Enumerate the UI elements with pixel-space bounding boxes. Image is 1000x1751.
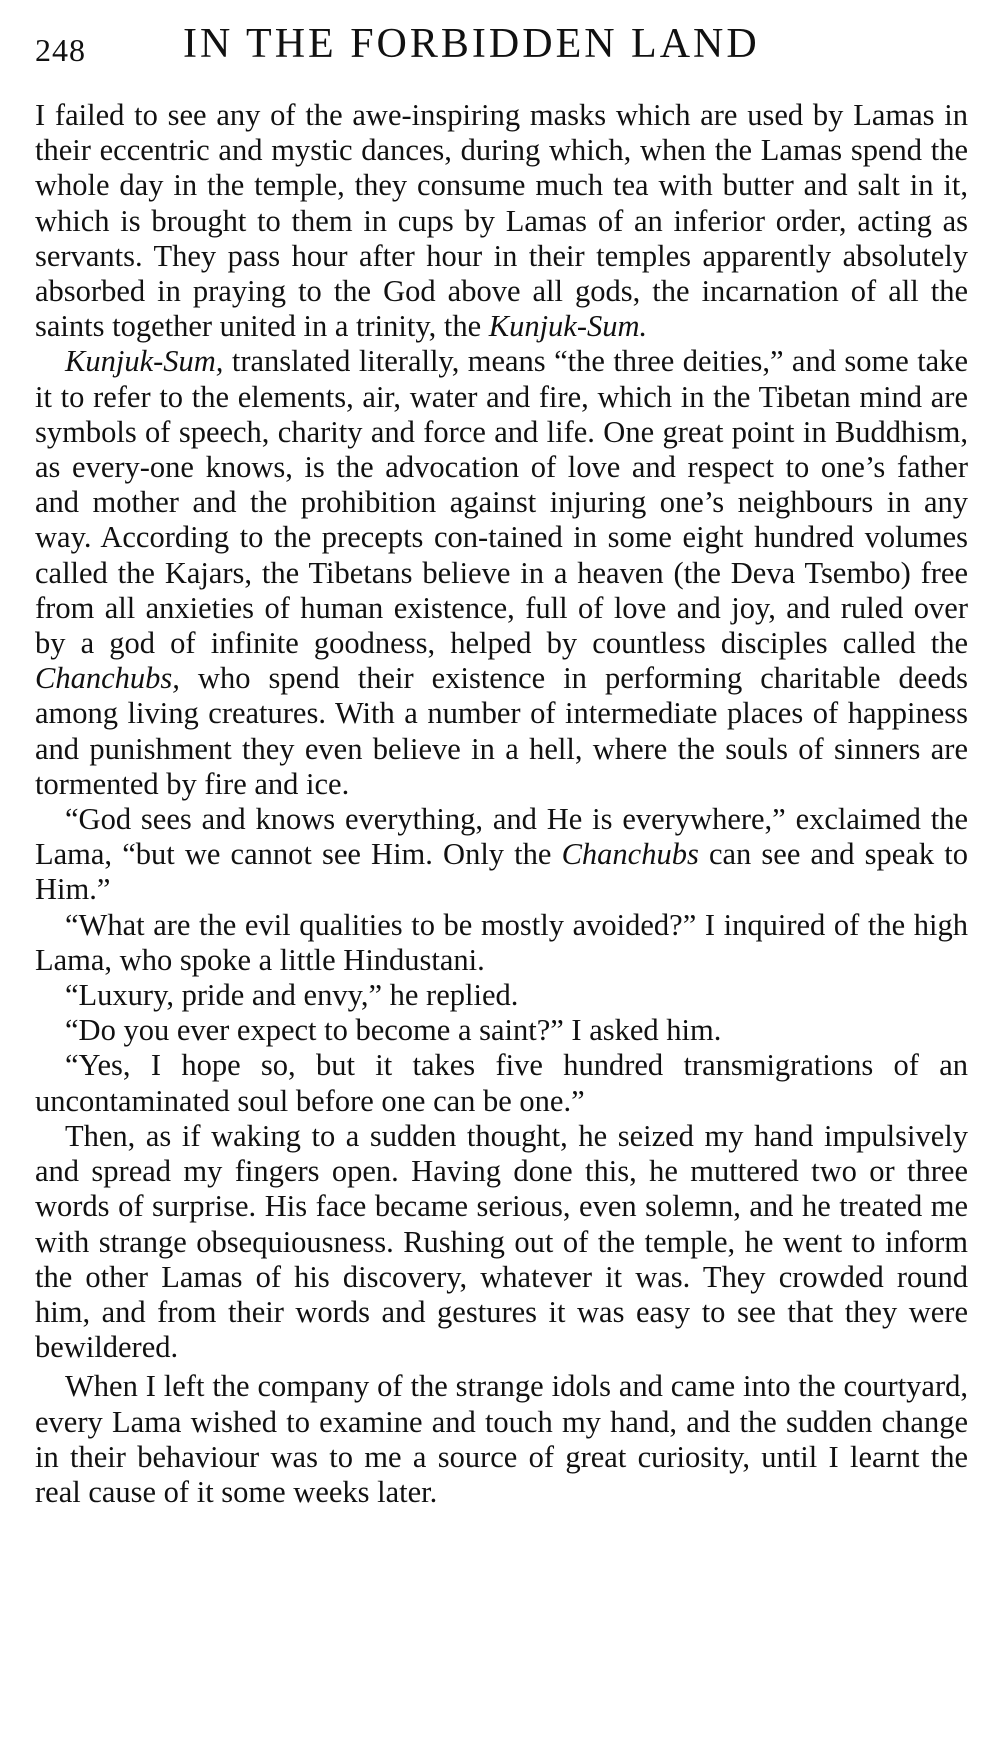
italic-term-chanchubs: Chanchubs, xyxy=(35,661,180,696)
italic-term-kunjuk-sum: Kunjuk-Sum, xyxy=(65,344,224,379)
paragraph-9 xyxy=(35,1369,968,1510)
paragraph-text: When I left the company of the strange idols and came into the courtyard, every Lama wished to examine and touch my hand, and the sudden change in their behaviour was to me a source of great curiosity, until I learnt the real cause of it some weeks later. xyxy=(35,1369,968,1509)
running-title: IN THE FORBIDDEN LAND xyxy=(183,21,760,67)
paragraph-5 xyxy=(35,978,968,1013)
running-head xyxy=(35,18,968,82)
paragraph-2 xyxy=(35,344,968,802)
paragraph-8 xyxy=(35,1119,968,1365)
paragraph-text: “God sees and knows everything, and He is everywhere,” exclaimed the Lama, “but we cannot see Him. Only the xyxy=(35,802,968,872)
paragraph-text: “Yes, I hope so, but it takes five hundred transmigrations of an uncontaminated soul before one can be one.” xyxy=(35,1048,968,1118)
italic-term-kunjuk-sum: Kunjuk-Sum. xyxy=(488,309,648,344)
paragraph-text: Then, as if waking to a sudden thought, he seized my hand impulsively and spread my fingers open. Having done this, he muttered two or three words of surprise. His face became serious, even solemn, and he treated me with strange obsequiousness. Rushing out of the temple, he went to inform the other Lamas of his discovery, whatever it was. They crowded round him, and from their words and gestures it was easy to see that they were bewildered. xyxy=(35,1118,968,1365)
paragraph-text: “Do you ever expect to become a saint?” I asked him. xyxy=(65,1013,722,1048)
book-page xyxy=(35,18,968,1510)
paragraph-7 xyxy=(35,1048,968,1118)
page-number: 248 xyxy=(35,32,86,68)
paragraph-6 xyxy=(35,1013,968,1048)
paragraph-text: who spend their existence in performing charitable deeds among living creatures. With a number of intermediate places of happiness and punishment they even believe in a hell, where the souls of sinners are tormented by fire and ice. xyxy=(35,661,968,801)
paragraph-text: “What are the evil qualities to be mostly avoided?” I inquired of the high Lama, who spoke a little Hindustani. xyxy=(35,907,968,977)
paragraph-3 xyxy=(35,802,968,908)
paragraph-4 xyxy=(35,908,968,978)
paragraph-text: “Luxury, pride and envy,” he replied. xyxy=(65,978,519,1013)
paragraph-text: translated literally, means “the three deities,” and some take it to refer to the elements, air, water and fire, which in the Tibetan mind are symbols of speech, charity and force and life. One great point in Buddhism, as every-one knows, is the advocation of love and respect to one’s father and mother and the prohibition against injuring one’s neighbours in any way. According to the precepts con-tained in some eight hundred volumes called the Kajars, the Tibetans believe in a heaven (the Deva Tsembo) free from all anxieties of human existence, full of love and joy, and ruled over by a god of infinite goodness, helped by countless disciples called the xyxy=(35,344,968,661)
paragraph-text: I failed to see any of the awe-inspiring masks which are used by Lamas in their eccentric and mystic dances, during which, when the Lamas spend the whole day in the temple, they consume much tea with butter and salt in it, which is brought to them in cups by Lamas of an inferior order, acting as servants. They pass hour after hour in their temples apparently absolutely absorbed in praying to the God above all gods, the incarnation of all the saints together united in a trinity, the xyxy=(35,98,968,344)
paragraph-text: can see and speak to Him.” xyxy=(35,837,968,907)
body-text xyxy=(35,98,968,1510)
italic-term-chanchubs: Chanchubs xyxy=(561,837,699,872)
paragraph-1 xyxy=(35,98,968,344)
